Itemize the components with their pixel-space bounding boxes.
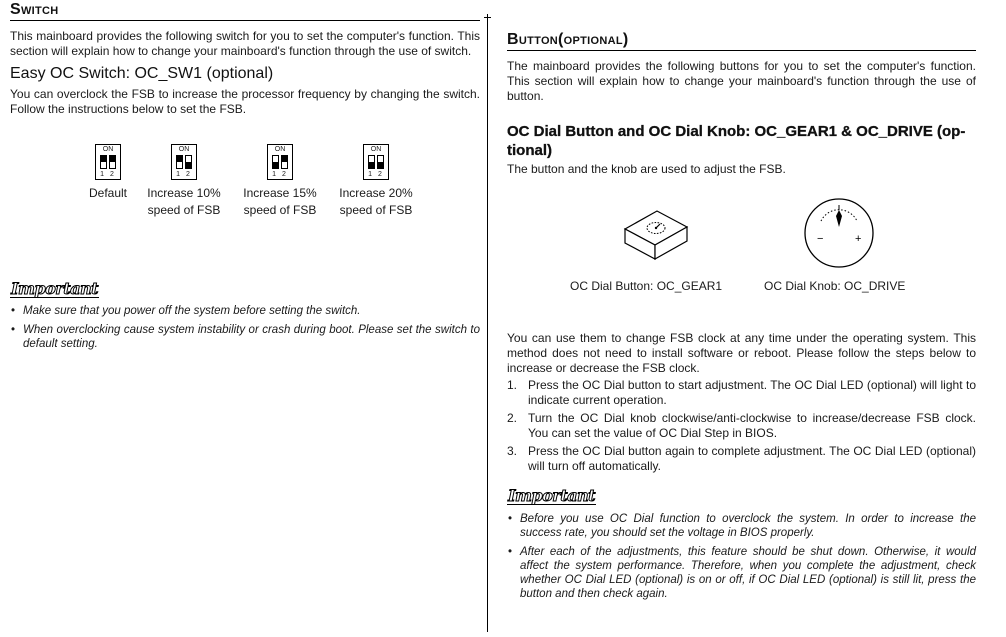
- dip-switch-setting: [240, 144, 320, 219]
- button-intro: The mainboard provides the following buttons for you to set the computer's function. This section will explain how to change your mainboard's function through the use of button.: [507, 59, 976, 103]
- important-notes-right: [507, 512, 976, 601]
- dip-switch-setting: [336, 144, 416, 219]
- step-item: 1. Press the OC Dial button to start adjustment. The OC Dial LED (optional) will light to indicate current operation.: [507, 378, 976, 407]
- oc-dial-figure: [507, 197, 976, 317]
- oc-dial-description: The button and the knob are used to adjust the FSB.: [507, 162, 786, 176]
- oc-dial-button-icon: [623, 209, 689, 263]
- oc-dial-knob-caption: OC Dial Knob: OC_DRIVE: [764, 279, 906, 293]
- dip-switch-setting: [144, 144, 224, 219]
- important-note: • When overclocking cause system instability or crash during boot. Please set the switch to default setting.: [11, 324, 480, 350]
- switch-caption-line1: Default: [88, 186, 128, 200]
- switch-caption-line2: speed of FSB: [339, 203, 413, 217]
- dip-switch-icon: ON 1 2: [171, 144, 197, 180]
- important-logo: Important: [508, 486, 595, 505]
- dip-switch-icon: ON 1 2: [267, 144, 293, 180]
- oc-dial-knob-icon: [803, 197, 875, 269]
- step-item: 2. Turn the OC Dial knob clockwise/anti-clockwise to increase/decrease FSB clock. You can set the value of OC Dial Step in BIOS.: [507, 411, 976, 440]
- important-note: • After each of the adjustments, this feature should be shut down. Otherwise, it would affect the system performance. Therefore, when you complete the adjustment, check whether OC Dial LED (optional) is on or off, if OC Dial LED (optional) is still lit, press the button and then check again.: [508, 546, 976, 600]
- oc-dial-button-caption: OC Dial Button: OC_GEAR1: [570, 279, 723, 293]
- important-note: • Before you use OC Dial function to overclock the system. In order to increase the success rate, you should set the voltage in BIOS properly.: [508, 513, 976, 539]
- switch-caption-line1: Increase 20%: [339, 186, 413, 200]
- important-note: • Make sure that you power off the system before setting the switch.: [11, 305, 361, 317]
- switch-caption-line2: speed of FSB: [243, 203, 317, 217]
- knob-plus-label: +: [855, 233, 862, 245]
- dip-switch-setting: [68, 144, 148, 202]
- important-logo: Important: [11, 279, 98, 298]
- column-divider: [487, 14, 488, 632]
- button-section-title: Button(optional): [507, 31, 976, 51]
- switch-caption-line1: Increase 15%: [243, 186, 317, 200]
- switch-intro: This mainboard provides the following switch for you to set the computer's function. This section will explain how to change your mainboard's function through the use of switch.: [10, 29, 480, 58]
- important-notes-left: [10, 304, 480, 351]
- left-column: [10, 0, 480, 356]
- right-column: [507, 0, 976, 606]
- important-block-right: [507, 487, 976, 601]
- step-item: 3. Press the OC Dial button again to complete adjustment. The OC Dial LED (optional) will turn off automatically.: [507, 444, 976, 473]
- dip-switch-icon: ON 1 2: [95, 144, 121, 180]
- switch-settings-figure: [10, 144, 480, 244]
- easy-oc-switch-description: You can overclock the FSB to increase the processor frequency by changing the switch. Follow the instructions below to set the FSB.: [10, 87, 480, 116]
- switch-section-title: Switch: [10, 1, 480, 21]
- dip-switch-icon: ON 1 2: [363, 144, 389, 180]
- oc-dial-heading: OC Dial Button and OC Dial Knob: OC_GEAR1 & OC_DRIVE (op- tional): [507, 123, 966, 159]
- oc-dial-steps: [507, 378, 976, 474]
- column-divider-tick: [484, 17, 491, 18]
- easy-oc-switch-heading: Easy OC Switch: OC_SW1 (optional): [10, 65, 274, 82]
- knob-minus-label: −: [817, 233, 824, 245]
- switch-caption-line1: Increase 10%: [147, 186, 221, 200]
- important-block-left: [10, 280, 480, 351]
- oc-dial-usage: You can use them to change FSB clock at any time under the operating system. This method does not need to install software or reboot. Please follow the steps below to increase or decrease the FSB clock.: [507, 331, 976, 375]
- switch-caption-line2: speed of FSB: [147, 203, 221, 217]
